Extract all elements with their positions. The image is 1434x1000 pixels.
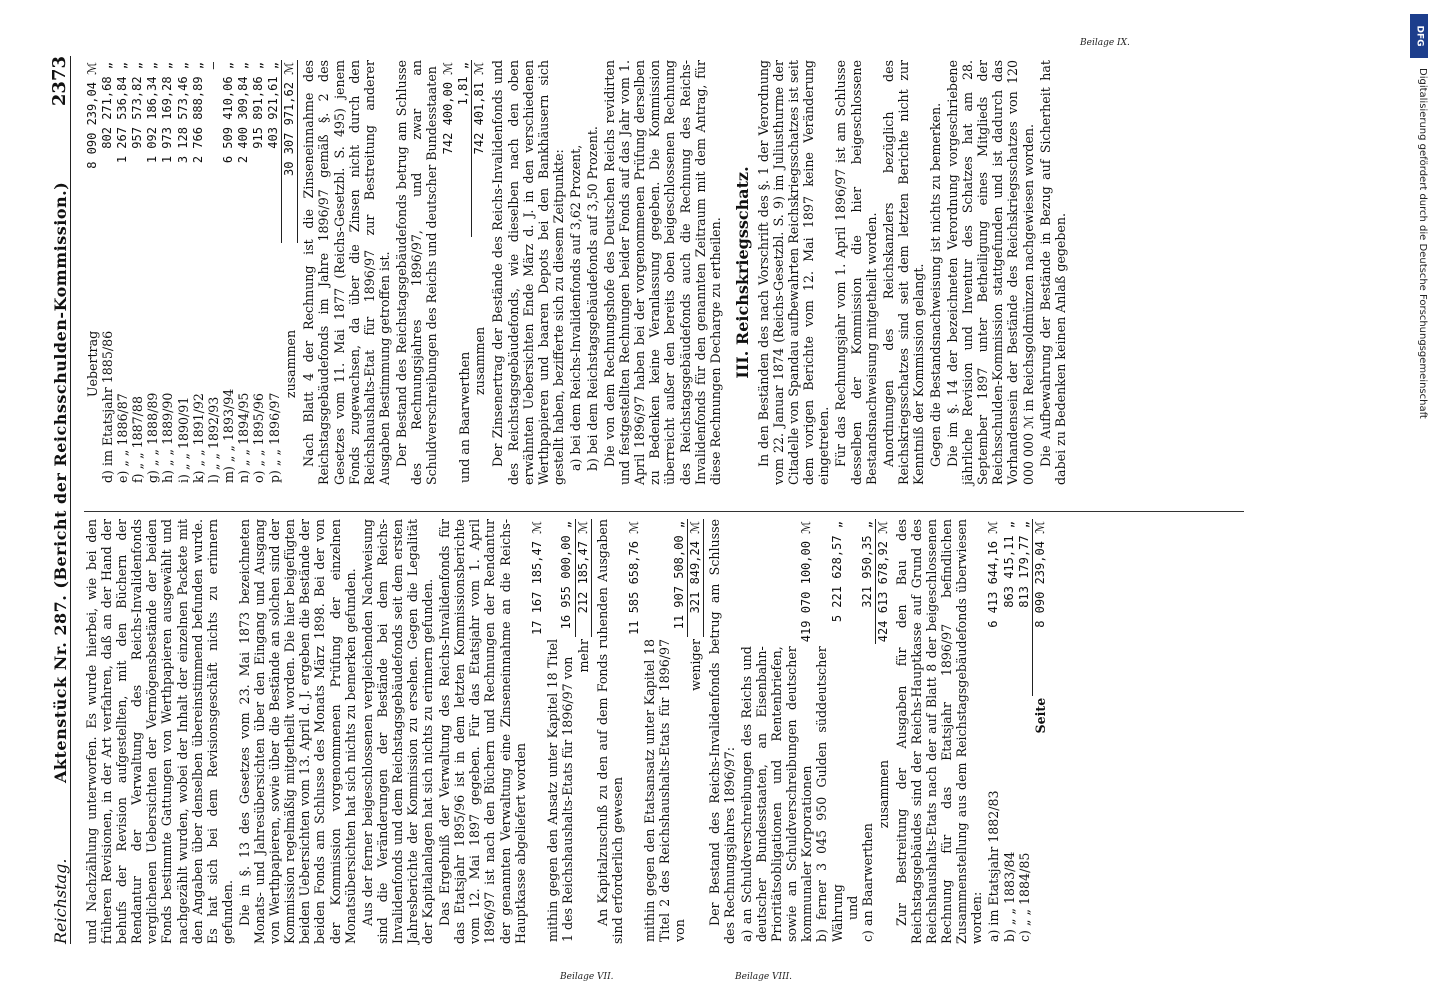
ledger-label: p) „ „ 1896/97 [266, 392, 282, 483]
ledger-row [986, 519, 1001, 944]
paragraph: Der Bestand des Reichstagsgebäudefonds betrug am Schlusse des Rechnungsjahres 1896/97, und zwar an Schuldverschreibungen des Reichs und deutscher Bundesstaaten [393, 60, 440, 485]
ledger-row [115, 60, 130, 485]
ledger-row [130, 60, 145, 485]
ledger-capital [627, 519, 704, 944]
ledger-label [441, 237, 456, 485]
paragraph: Die von dem Rechnungshofe des Deutschen Reichs revidirten und festgestellten Rechnungen beider Fonds auf das Jahr vom 1. April 1896/97 haben bei der vorgenommenen Prüfung derselben zu Bedenken keine Veranlassung gegeben. Die Kommission überreicht außer den bereits oben beigeschlossenen Rechnung des Reichstagsgebäudefonds auch die Rechnung des Reichs-Invalidenfonds für den genannten Zeitraum mit dem Antrag, für diese Rechnungen Decharge zu ertheilen. [602, 60, 723, 485]
ledger-row [627, 519, 642, 944]
paragraph: Aus der ferner beigeschlossenen vergleichenden Nachweisung sind die Veränderungen der Bestände bei dem Reichs-Invalidenfonds und dem Reichstagsgebäudefonds seit dem ersten Jahresberichte der Kommission zu ersehen. Gegen die Legalität der Kapitalanlagen hat sich nichts zu erinnern gefunden. [359, 519, 436, 944]
ledger-label: l) „ „ 1892/93 [205, 396, 221, 483]
page-number: 2373 [49, 56, 70, 107]
margin-note: Beilage VII. [560, 972, 614, 982]
header-title: Aktenstück Nr. 287. (Bericht der Reichsschulden-Kommission.) [51, 181, 70, 783]
ledger-row [875, 519, 891, 944]
ledger-amount [845, 519, 860, 644]
ledger-row [100, 60, 115, 485]
ledger-amount: 1 267 536,84 „ [115, 62, 130, 164]
ledger-row [236, 60, 251, 485]
ledger-amount: 8 090 239,04 ℳ [1032, 519, 1048, 696]
ledger-row [1017, 519, 1033, 944]
ledger-amount: 3 128 573,46 „ [175, 62, 190, 164]
ledger-row [530, 519, 545, 944]
ledger-amount: 212 185,47 ℳ [575, 519, 591, 637]
page-header [40, 56, 71, 944]
ledger-label: a) im Etatsjahr 1882/83 [986, 790, 1002, 942]
ledger-label: weniger [688, 638, 704, 691]
ledger-amount: 419 070 100,00 ℳ [799, 521, 814, 643]
ledger-label: Uebertrag [85, 330, 100, 398]
ledger-row [545, 519, 575, 944]
margin-note: Beilage IX. [1080, 38, 1130, 48]
ledger-amount: 1 973 169,28 „ [160, 62, 175, 164]
ledger-amount: 11 585 658,76 ℳ [626, 521, 641, 635]
ledger-amount: 8 090 239,04 ℳ [85, 62, 99, 169]
ledger-row [845, 519, 860, 944]
ledger-amount: 1,81 „ [456, 62, 471, 106]
ledger-row [191, 60, 206, 485]
ledger-holdings [739, 519, 891, 944]
ledger-label: d) im Etatsjahr 1885/86 [100, 330, 116, 483]
ledger-label: mehr [576, 638, 591, 673]
ledger-amount: 2 400 309,84 „ [235, 62, 250, 164]
ledger-amount: 742 401,81 ℳ [472, 60, 488, 237]
ledger-label: m) „ „ 1893/94 [220, 388, 236, 483]
ledger-amount: 30 307 971,62 ℳ [282, 60, 298, 243]
ledger-row [221, 60, 236, 485]
ledger-amount: 17 167 185,47 ℳ [529, 521, 544, 635]
ledger-amount: 6 509 410,06 „ [220, 62, 235, 164]
digitization-credit [1408, 8, 1430, 992]
paragraph: Gegen die Bestandsnachweisung ist nichts zu bemerken. [927, 102, 943, 467]
ledger-row [145, 60, 160, 485]
paragraph: Nach Blatt 4 der Rechnung ist die Zinseneinnahme des Reichstagsgebäudefonds im Jahre 1896/97 gemäß §. 2 des Gesetzes vom 11. Mai 1877 (Reichs-Gesetzbl. S. 495) jenem Fonds zugewachsen, da über die Zinsen nicht durch den Reichshaushalts-Etat für 1896/97 zur Bestreitung anderer Ausgaben Bestimmung getroffen ist. [301, 60, 392, 485]
list-item: b) bei dem Reichstagsgebäudefonds auf 3,50 Prozent. [585, 126, 600, 471]
ledger-row [282, 60, 298, 485]
paragraph: Zur Bestreitung der Ausgaben für den Bau des Reichstagsgebäudes sind der Reichs-Hauptkasse auf Grund des Reichshaushalts-Etats nach der auf Blatt 8 der beigeschlossenen Rechnung für das Etatsjahr 1896/97 befindlichen Zusammenstellung aus dem Reichstagsgebäudefonds überwiesen worden: [893, 519, 985, 944]
ledger-amount: 1 092 186,34 „ [145, 62, 160, 164]
ledger-label: und [844, 895, 860, 920]
ledger-amount: 424 613 678,92 ℳ [875, 521, 890, 643]
ledger-label: c) „ „ 1884/85 [1017, 852, 1033, 942]
ledger-label: zusammen [472, 326, 488, 395]
ledger-label: Seite [1032, 697, 1048, 734]
paragraph: und Nachzählung unterworfen. Es wurde hierbei, wie bei den früheren Revisionen, in der Art verfahren, daß an der Hand der behufs der Revision aufgestellten, mit den Büchern der Rendantur der Verwaltung des Reichs-Invalidenfonds verglichenen Uebersichten der Vermögensbestände der beiden Fonds bestimmte Gattungen von Werthpapieren ausgewählt und nachgezählt wurden, wobei der Inhalt der einzelnen Packete mit den Angaben über denselben übereinstimmend befunden wurde. Es hat sich bei dem Revisionsgeschäft nichts zu erinnern gefunden. [84, 519, 235, 944]
ledger-label: k) „ „ 1891/92 [190, 393, 206, 483]
ledger-row [575, 519, 591, 944]
left-column [84, 519, 1051, 944]
ledger-label: e) „ „ 1886/87 [115, 393, 131, 483]
ledger-row [1032, 519, 1048, 944]
ledger-amount: 742 400,00 ℳ [441, 62, 456, 155]
paragraph: Die im §. 14 der bezeichneten Verordnung vorgeschriebene jährliche Revision und Inventur des Schatzes hat am 28. September 1897 unter Betheiligung eines Mitglieds der Reichsschulden-Kommission stattgefunden und ist dadurch das Vorhandensein der Bestände des Reichskriegsschatzes von 120 000 000 ℳ in Reichsgoldmünzen nachgewiesen worden. [945, 60, 1036, 485]
ledger-amount: 5 221 628,57 „ [829, 521, 844, 623]
ledger-amount: 802 271,68 „ [100, 62, 115, 149]
ledger-bestand [441, 60, 487, 485]
paragraph: Die Aufbewahrung der Bestände in Bezug auf Sicherheit hat dabei zu Bedenken keinen Anlaß gegeben. [1037, 60, 1068, 485]
ledger-label: i) „ „ 1890/91 [175, 396, 191, 483]
ledger-years-continued [85, 60, 298, 485]
ledger-label: zusammen [875, 760, 891, 829]
ledger-amount: 813 179,77 „ [1016, 521, 1031, 608]
ledger-row [160, 60, 175, 485]
ledger-label: o) „ „ 1895/96 [251, 393, 267, 483]
ledger-label: g) „ „ 1888/89 [145, 392, 161, 483]
paragraph: Die in §. 13 des Gesetzes vom 23. Mai 1873 bezeichneten Monats- und Jahresübersichten über den Eingang und Ausgang von Werthpapieren, sowie über die Bestände an solchen sind der Kommission regelmäßig mitgetheilt worden. Die hier beigefügten beiden Uebersichten vom 13. April d. J. ergeben die Bestände der beiden Fonds am Schlusse des Monats März 1898. Bei der von der Kommission vorgenommenen Prüfung der einzelnen Monatsübersichten hat sich nichts zu bemerken gefunden. [236, 519, 358, 944]
ledger-amount: 863 415,11 „ [1001, 521, 1016, 608]
ledger-label: n) „ „ 1894/95 [235, 392, 251, 483]
ledger-years [986, 519, 1047, 944]
paragraph: In den Beständen des nach Vorschrift des §. 1 der Verordnung vom 22. Januar 1874 (Reichs-Gesetzbl. S. 9) im Juliusthurme der Citadelle von Spandau aufbewahrten Reichskriegsschatzes ist seit dem vorigen Berichte vom 12. Mai 1897 keine Veränderung eingetreten. [755, 60, 832, 485]
ledger-amount: 957 573,82 „ [130, 62, 145, 149]
ledger-label: h) „ „ 1889/90 [160, 392, 176, 483]
ledger-label [530, 637, 545, 944]
ledger-row [472, 60, 488, 485]
ledger-row [251, 60, 266, 485]
ledger-row [860, 519, 876, 944]
ledger-label: a) an Schuldverschreibungen des Reichs und deutscher Bundesstaaten, an Eisenbahn-Prioritätsobligationen und Rentenbriefen, sowie an Schuldverschreibungen deutscher kommunaler Korporationen [738, 646, 815, 942]
ledger-amount: 403 921,61 „ [266, 62, 281, 149]
paragraph: An Kapitalzuschuß zu den auf dem Fonds ruhenden Ausgaben sind erforderlich gewesen [594, 519, 625, 944]
ledger-amount: 16 955 000,00 „ [559, 521, 574, 630]
paragraph: Anordnungen des Reichskanzlers bezüglich des Reichskriegsschatzes sind seit dem letzten Berichte nicht zur Kenntniß der Kommission gelangt. [880, 60, 926, 485]
right-column [84, 60, 1070, 485]
dfg-logo: DFG [1410, 14, 1428, 58]
column-divider [84, 511, 1244, 512]
ledger-label: und an Baarwerthen [456, 351, 472, 483]
ledger-row [642, 519, 687, 944]
ledger-row [739, 519, 814, 944]
ledger-row [176, 60, 191, 485]
paragraph: Der Bestand des Reichs-Invalidenfonds betrug am Schlusse des Rechnungsjahres 1896/97: [706, 519, 737, 944]
credit-text: Digitalisierung gefördert durch die Deutsche Forschungsgemeinschaft [1417, 68, 1428, 419]
ledger-amount: 321 950,35 „ [859, 521, 874, 608]
ledger-row [441, 60, 456, 485]
ledger-row [266, 60, 282, 485]
margin-note: Beilage VIII. [735, 972, 793, 982]
ledger-label: zusammen [282, 329, 298, 399]
ledger-label: mithin gegen den Ansatz unter Kapitel 18 Titel 1 des Reichshaushalts-Etats für 1896/97 von [544, 638, 575, 942]
ledger-row [456, 60, 472, 485]
paragraph: Das Ergebniß der Verwaltung des Reichs-Invalidenfonds für das Etatsjahr 1895/96 ist in dem letzten Kommissionsberichte vom 12. Mai 1897 gegeben. Für das Etatsjahr vom 1. April 1896/97 ist nach den Büchern und Rechnungen der Rendantur der genannten Verwaltung eine Zinseneinnahme an die Reichs-Hauptkasse abgeliefert worden [437, 519, 528, 944]
ledger-label: b) ferner 3 045 950 Gulden süddeutscher Währung [814, 646, 845, 942]
ledger-label: b) „ „ 1883/84 [1001, 851, 1017, 942]
ledger-interest [530, 519, 592, 944]
ledger-label: f) „ „ 1887/88 [130, 396, 146, 483]
list-item: a) bei dem Reichs-Invalidenfonds auf 3,62 Prozent, [567, 144, 583, 471]
ledger-row [85, 60, 100, 485]
ledger-amount: 321 849,24 ℳ [687, 519, 703, 637]
ledger-label: mithin gegen den Etatsansatz unter Kapitel 18 Titel 2 des Reichshaushalts-Etats für 1896/97 von [641, 638, 688, 942]
paragraph: Für das Rechnungsjahr vom 1. April 1896/97 ist am Schlusse desselben der Kommission die hier beigeschlossene Bestandsnachweisung mitgetheilt worden. [833, 60, 879, 485]
header-left: Reichstag. [51, 858, 70, 944]
ledger-row [814, 519, 844, 944]
ledger-amount: 915 891,86 „ [251, 62, 266, 149]
ledger-row [206, 60, 221, 485]
ledger-row [1002, 519, 1017, 944]
ledger-label [627, 637, 642, 944]
ledger-amount: 2 766 888,89 „ [190, 62, 205, 164]
ledger-amount: — [205, 62, 220, 70]
ledger-amount: 11 907 508,00 „ [671, 521, 686, 630]
ledger-label: c) an Baarwerthen [860, 823, 876, 942]
paragraph: Der Zinsenertrag der Bestände des Reichs-Invalidenfonds und des Reichstagsgebäudefonds, wie dieselben nach den oben erwähnten Uebersichten Ende März d. J. in den verschiedenen Werthpapieren und baaren Depots bei den Bankhäusern sich gestellt haben, bezifferte sich zu diesem Zeitpunkte: [490, 60, 566, 485]
section-title: III. Reichskriegsschatz. [732, 166, 752, 379]
ledger-row [687, 519, 703, 944]
ledger-amount: 6 413 644,16 ℳ [986, 521, 1001, 628]
